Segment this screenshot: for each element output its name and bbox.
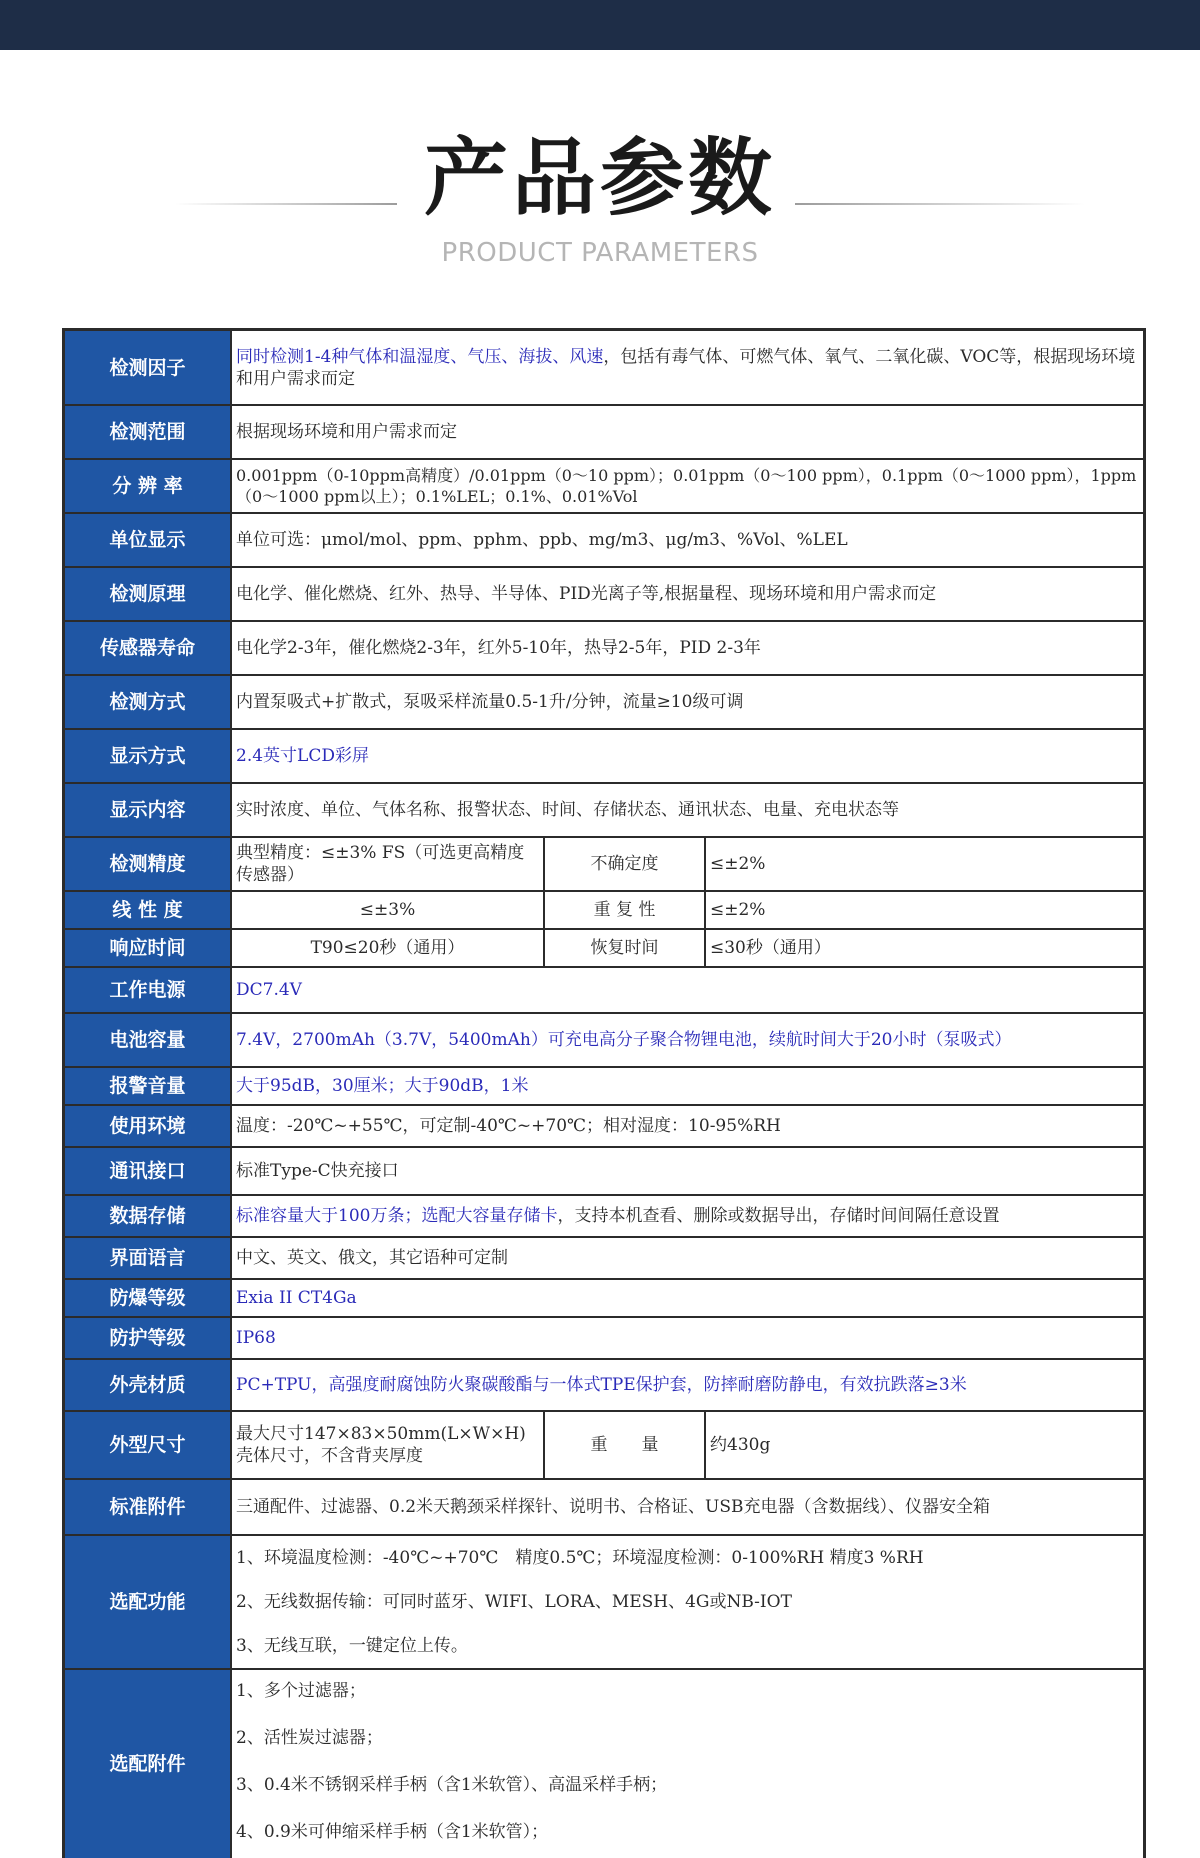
list-item: 4、0.9米可伸缩采样手柄（含1米软管）； — [236, 1822, 549, 1842]
row-label-storage: 数据存储 — [65, 1196, 230, 1236]
row-label-accuracy: 检测精度 — [65, 838, 230, 890]
row-label-optional-accessories: 选配附件 — [65, 1670, 230, 1858]
row-value-power: DC7.4V — [232, 968, 1143, 1012]
row-value-accessories: 三通配件、过滤器、0.2米天鹅颈采样探针、说明书、合格证、USB充电器（含数据线）、仪器安全箱 — [232, 1480, 1143, 1534]
size-line-1: 最大尺寸147×83×50mm(L×W×H) — [236, 1424, 526, 1444]
row-value-size — [232, 1412, 543, 1478]
row-label-method: 检测方式 — [65, 676, 230, 728]
row-value-response: T90≤20秒（通用） — [232, 930, 543, 966]
row-value-display-content: 实时浓度、单位、气体名称、报警状态、时间、存储状态、通讯状态、电量、充电状态等 — [232, 784, 1143, 836]
row-label-power: 工作电源 — [65, 968, 230, 1012]
row-label-accessories: 标准附件 — [65, 1480, 230, 1534]
parameters-table — [62, 328, 1146, 1858]
row-value-language: 中文、英文、俄文，其它语种可定制 — [232, 1238, 1143, 1278]
row-value2-weight: 约430g — [706, 1412, 1143, 1478]
row-value-range: 根据现场环境和用户需求而定 — [232, 406, 1143, 458]
row-value-linearity: ≤±3% — [232, 892, 543, 928]
row-value-accuracy: 典型精度：≤±3% FS（可选更高精度传感器） — [232, 838, 543, 890]
list-item: 1、多个过滤器； — [236, 1681, 366, 1701]
row-label-range: 检测范围 — [65, 406, 230, 458]
row-value-interface: 标准Type-C快充接口 — [232, 1148, 1143, 1194]
row-label-material: 外壳材质 — [65, 1360, 230, 1410]
row-label-interface: 通讯接口 — [65, 1148, 230, 1194]
row-label-life: 传感器寿命 — [65, 622, 230, 674]
row-label-env: 使用环境 — [65, 1106, 230, 1146]
size-line-2: 壳体尺寸，不含背夹厚度 — [236, 1446, 423, 1466]
row-value-explosion: Exia II CT4Ga — [232, 1280, 1143, 1316]
page-title: 产品参数 — [423, 129, 776, 227]
row-value-options — [232, 1536, 1143, 1668]
row-value-life: 电化学2-3年，催化燃烧2-3年，红外5-10年，热导2-5年，PID 2-3年 — [232, 622, 1143, 674]
row-value-protection: IP68 — [232, 1318, 1143, 1358]
row-label-protection: 防护等级 — [65, 1318, 230, 1358]
row-label2-accuracy: 不确定度 — [545, 838, 704, 890]
row-label-display-mode: 显示方式 — [65, 730, 230, 782]
row-label-battery: 电池容量 — [65, 1014, 230, 1066]
row-value-env: 温度：-20℃~+55℃，可定制-40℃~+70℃；相对湿度：10-95%RH — [232, 1106, 1143, 1146]
row-value2-recovery: ≤30秒（通用） — [706, 930, 1143, 966]
row-label2-recovery: 恢复时间 — [545, 930, 704, 966]
page-subtitle: PRODUCT PARAMETERS — [441, 238, 759, 268]
row-value-factor: 同时检测1-4种气体和温湿度、气压、海拔、风速，包括有毒气体、可燃气体、氧气、二氧化碳、VOC等，根据现场环境和用户需求而定 — [232, 331, 1143, 404]
row-label-alarm: 报警音量 — [65, 1068, 230, 1104]
row-label-response: 响应时间 — [65, 930, 230, 966]
list-item: 2、活性炭过滤器； — [236, 1728, 383, 1748]
row-label-unit: 单位显示 — [65, 514, 230, 566]
list-item: 1、环境温度检测：-40℃~+70℃ 精度0.5℃；环境湿度检测：0-100%RH 精度3 %RH — [236, 1548, 924, 1568]
row-label-resolution: 分 辨 率 — [65, 460, 230, 512]
list-item: 2、无线数据传输：可同时蓝牙、WIFI、LORA、MESH、4G或NB-IOT — [236, 1592, 792, 1612]
row-label-options: 选配功能 — [65, 1536, 230, 1668]
row-label-size: 外型尺寸 — [65, 1412, 230, 1478]
row-value-display-mode: 2.4英寸LCD彩屏 — [232, 730, 1143, 782]
row-value-material: PC+TPU，高强度耐腐蚀防火聚碳酸酯与一体式TPE保护套，防摔耐磨防静电，有效抗跌落≥3米 — [232, 1360, 1143, 1410]
row-value-principle: 电化学、催化燃烧、红外、热导、半导体、PID光离子等,根据量程、现场环境和用户需求而定 — [232, 568, 1143, 620]
list-item: 3、0.4米不锈钢采样手柄（含1米软管）、高温采样手柄； — [236, 1775, 668, 1795]
row-label2-repeatability: 重 复 性 — [545, 892, 704, 928]
row-value-method: 内置泵吸式+扩散式，泵吸采样流量0.5-1升/分钟，流量≥10级可调 — [232, 676, 1143, 728]
row-value-battery: 7.4V，2700mAh（3.7V，5400mAh）可充电高分子聚合物锂电池，续航时间大于20小时（泵吸式） — [232, 1014, 1143, 1066]
row-value-unit: 单位可选：μmol/mol、ppm、pphm、ppb、mg/m3、μg/m3、%Vol、%LEL — [232, 514, 1143, 566]
row-value2-repeatability: ≤±2% — [706, 892, 1143, 928]
row-label2-weight: 重 量 — [545, 1412, 704, 1478]
row-value-storage: 标准容量大于100万条；选配大容量存储卡，支持本机查看、删除或数据导出，存储时间间隔任意设置 — [232, 1196, 1143, 1236]
row-label-principle: 检测原理 — [65, 568, 230, 620]
row-value-resolution: 0.001ppm（0-10ppm高精度）/0.01ppm（0～10 ppm）；0.01ppm（0～100 ppm），0.1ppm（0～1000 ppm），1ppm（0～1000 ppm以上）；0.1%LEL；0.1%、0.01%Vol — [232, 460, 1143, 512]
row-label-factor: 检测因子 — [65, 331, 230, 404]
row-value-alarm: 大于95dB，30厘米；大于90dB，1米 — [232, 1068, 1143, 1104]
row-label-explosion: 防爆等级 — [65, 1280, 230, 1316]
row-label-linearity: 线 性 度 — [65, 892, 230, 928]
top-banner — [0, 0, 1200, 50]
row-value-optional-accessories — [232, 1670, 1143, 1858]
list-item: 3、无线互联，一键定位上传。 — [236, 1636, 468, 1656]
row-value2-accuracy: ≤±2% — [706, 838, 1143, 890]
row-label-language: 界面语言 — [65, 1238, 230, 1278]
row-label-display-content: 显示内容 — [65, 784, 230, 836]
